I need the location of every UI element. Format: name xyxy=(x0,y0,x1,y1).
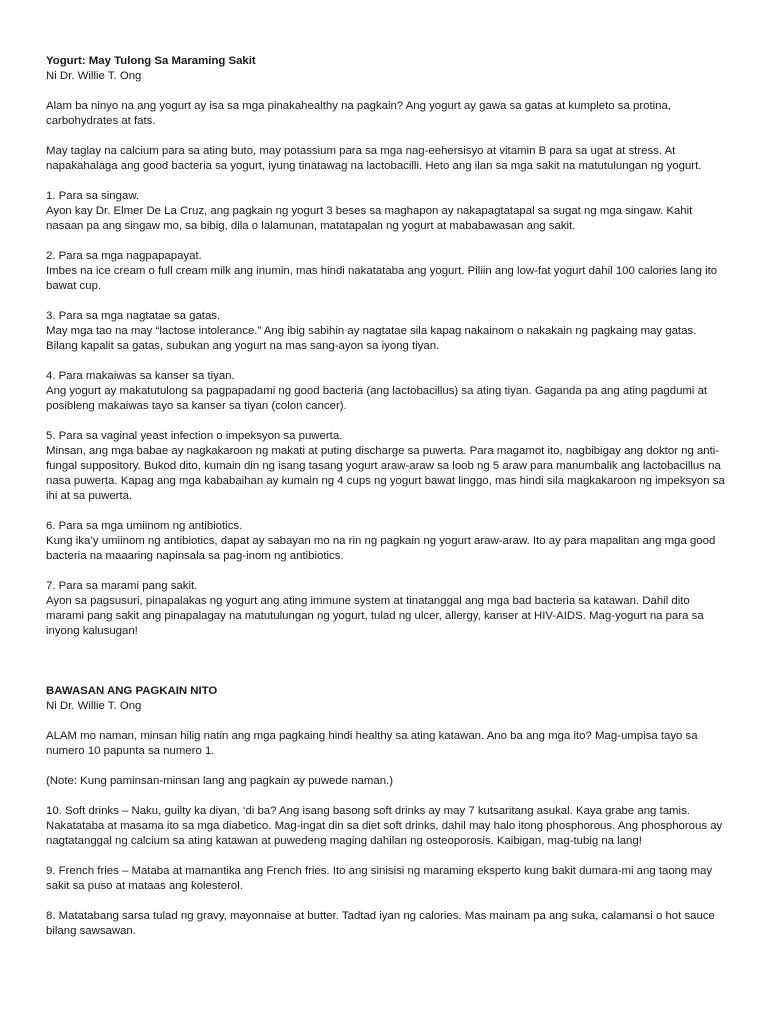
list-item xyxy=(46,309,728,354)
body-paragraph: 9. French fries – Mataba at mamantika ang French fries. Ito ang sinisisi ng maraming eksperto kung bakit dumara-mi ang taong may sakit sa puso at mataas ang kolesterol. xyxy=(46,865,713,892)
list-item xyxy=(46,579,728,639)
article-title: BAWASAN ANG PAGKAIN NITO xyxy=(46,685,218,697)
item-heading: 1. Para sa singaw. xyxy=(46,190,140,202)
article-title: Yogurt: May Tulong Sa Maraming Sakit xyxy=(46,55,256,67)
item-body: Ayon kay Dr. Elmer De La Cruz, ang pagkain ng yogurt 3 beses sa maghapon ay nakapagtatapal sa sugat ng mga singaw. Kahit nasaan pa ang singaw mo, sa bibig, dila o lalamunan, matatapalan ng yogurt at mababawasan ang sakit. xyxy=(46,205,693,232)
section-spacer xyxy=(46,654,728,684)
item-heading: 7. Para sa marami pang sakit. xyxy=(46,580,198,592)
item-body: Kung ika’y umiinom ng antibiotics, dapat ay sabayan mo na rin ng pagkain ng yogurt araw-araw. Ito ay para mapalitan ang mga good bacteria na maaaring napinsala sa pag-inom ng antibiotics. xyxy=(46,535,716,562)
body-paragraph: 8. Matatabang sarsa tulad ng gravy, mayonnaise at butter. Tadtad iyan ng calories. Mas mainam pa ang suka, calamansi o hot sauce bilang sawsawan. xyxy=(46,910,715,937)
item-body: Ayon sa pagsusuri, pinapalakas ng yogurt ang ating immune system at tinatanggal ang mga bad bacteria sa katawan. Dahil dito marami pang sakit ang pinapalagay na matutulungan ng yogurt, tulad ng ulcer, allergy, kanser at HIV-AIDS. Mag-yogurt na para sa inyong kalusugan! xyxy=(46,595,704,637)
item-heading: 4. Para makaiwas sa kanser sa tiyan. xyxy=(46,370,235,382)
intro-paragraph: Alam ba ninyo na ang yogurt ay isa sa mga pinakahealthy na pagkain? Ang yogurt ay gawa sa gatas at kumpleto sa protina, carbohydrates at fats. xyxy=(46,100,671,127)
item-body: Minsan, ang mga babae ay nagkakaroon ng makati at puting discharge sa puwerta. Para magamot ito, nagbibigay ang doktor ng anti-fungal suppository. Bukod dito, kumain din ng isang tasang yogurt araw-araw sa loob ng 5 araw para manumbalik ang lactobacillus na nasa puwerta. Kapag ang mga kababaihan ay kumain ng 4 cups ng yogurt bawat linggo, mas hindi sila magkakaroon ng impeksyon sa ihi at sa puwerta. xyxy=(46,445,725,502)
item-body: Ang yogurt ay makatutulong sa pagpapadami ng good bacteria (ang lactobacillus) sa ating tiyan. Gaganda pa ang ating pagdumi at posibleng makaiwas tayo sa kanser sa tiyan (colon cancer). xyxy=(46,385,708,412)
article-bawasan xyxy=(46,684,728,939)
article-byline: Ni Dr. Willie T. Ong xyxy=(46,70,142,82)
item-heading: 5. Para sa vaginal yeast infection o impeksyon sa puwerta. xyxy=(46,430,343,442)
item-heading: 2. Para sa mga nagpapapayat. xyxy=(46,250,202,262)
item-heading: 6. Para sa mga umiinom ng antibiotics. xyxy=(46,520,243,532)
list-item xyxy=(46,189,728,234)
intro-paragraph: May taglay na calcium para sa ating buto, may potassium para sa mga nag-eehersisyo at vitamin B para sa ugat at stress. At napakahalaga ang good bacteria sa yogurt, iyung tinatawag na lactobacilli. Heto ang ilan sa mga sakit na matutulungan ng yogurt. xyxy=(46,145,702,172)
item-body: May mga tao na may “lactose intolerance.” Ang ibig sabihin ay nagtatae sila kapag nakainom o nakakain ng pagkaing may gatas. Bilang kapalit sa gatas, subukan ang yogurt na mas sang-ayon sa iyong tiyan. xyxy=(46,325,697,352)
body-paragraph: 10. Soft drinks – Naku, guilty ka diyan, ‘di ba? Ang isang basong soft drinks ay may 7 kutsaritang asukal. Kaya grabe ang tamis. Nakatataba at masama ito sa mga diabetico. Mag-ingat din sa diet soft drinks, dahil may halo itong phosphorous. Ang phosphorous ay nagtatanggal ng calcium sa ating katawan at puwedeng maging dahilan ng osteoporosis. Kaibigan, mag-tubig na lang! xyxy=(46,805,723,847)
list-item xyxy=(46,519,728,564)
article-byline: Ni Dr. Willie T. Ong xyxy=(46,700,142,712)
note-paragraph: (Note: Kung paminsan-minsan lang ang pagkain ay puwede naman.) xyxy=(46,775,393,787)
item-body: Imbes na ice cream o full cream milk ang inumin, mas hindi nakatataba ang yogurt. Piliin ang low-fat yogurt dahil 100 calories lang ito bawat cup. xyxy=(46,265,718,292)
article-yogurt xyxy=(46,54,728,639)
list-item xyxy=(46,429,728,504)
list-item xyxy=(46,369,728,414)
list-item xyxy=(46,249,728,294)
body-paragraph: ALAM mo naman, minsan hilig natin ang mga pagkaing hindi healthy sa ating katawan. Ano ba ang mga ito? Mag-umpisa tayo sa numero 10 papunta sa numero 1. xyxy=(46,730,698,757)
item-heading: 3. Para sa mga nagtatae sa gatas. xyxy=(46,310,221,322)
